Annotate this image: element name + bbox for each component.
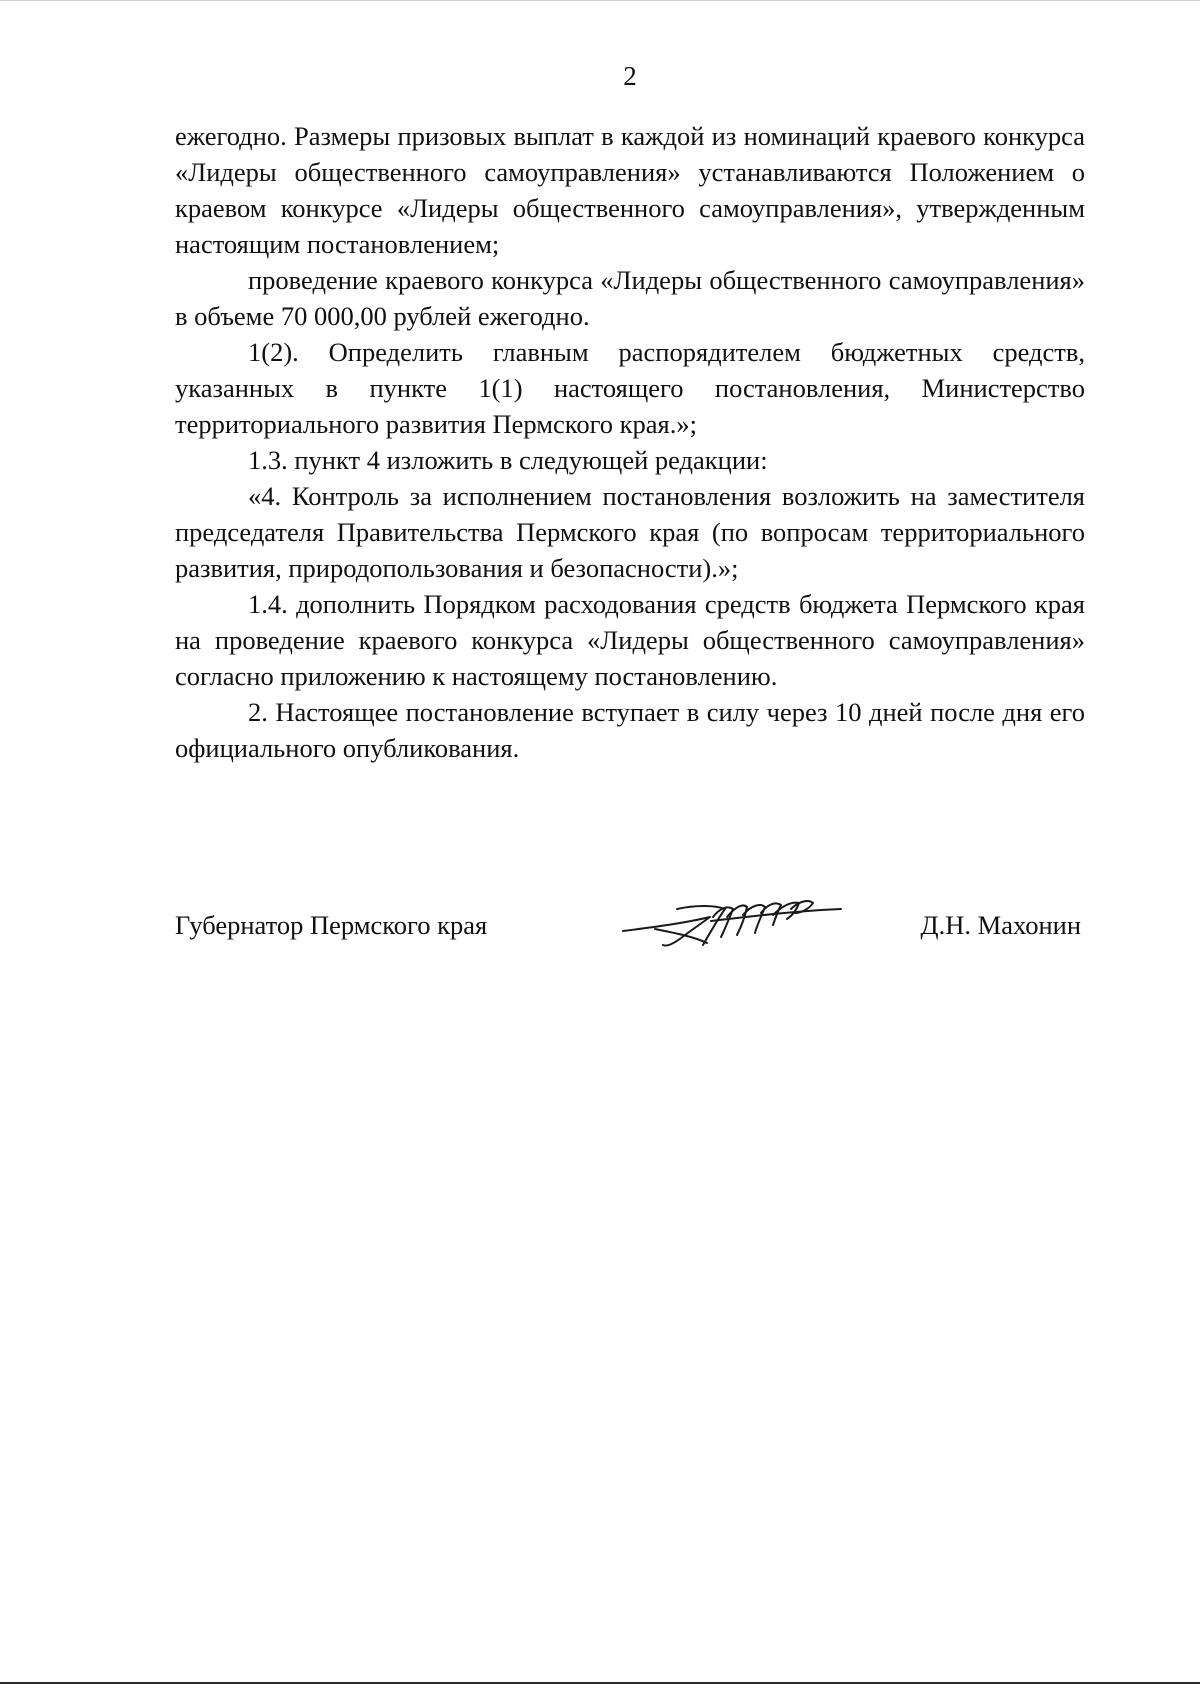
scan-bottom-edge (0, 1682, 1200, 1684)
scan-top-edge (0, 0, 1200, 1)
paragraph-continuation: ежегодно. Размеры призовых выплат в каждой из номинаций краевого конкурса «Лидеры общественного самоуправления» устанавливаются Положением о краевом конкурсе «Лидеры общественного самоуправления», утвержденным настоящим постановлением; (175, 121, 1085, 259)
paragraph-item-4-control: «4. Контроль за исполнением постановления возложить на заместителя председателя Правительства Пермского края (по вопросам территориального развития, природопользования и безопасности).»; (175, 481, 1085, 583)
document-body (175, 118, 1085, 766)
paragraph-item-1-3: 1.3. пункт 4 изложить в следующей редакции: (248, 445, 768, 475)
paragraph-budget-administrator: 1(2). Определить главным распорядителем бюджетных средств, указанных в пункте 1(1) настоящего постановления, Министерство территориального развития Пермского края.»; (175, 337, 1085, 439)
handwritten-signature (615, 887, 845, 957)
signatory-name: Д.Н. Махонин (920, 910, 1081, 940)
paragraph-item-2-effective: 2. Настоящее постановление вступает в силу через 10 дней после дня его официального опубликования. (175, 697, 1085, 763)
paragraph-item-1-4: 1.4. дополнить Порядком расходования средств бюджета Пермского края на проведение краевого конкурса «Лидеры общественного самоуправления» согласно приложению к настоящему постановлению. (175, 589, 1085, 691)
page-number: 2 (623, 61, 637, 91)
paragraph-contest-funding: проведение краевого конкурса «Лидеры общественного самоуправления» в объеме 70 000,00 рублей ежегодно. (175, 265, 1085, 331)
signatory-title: Губернатор Пермского края (175, 910, 488, 940)
signature-block (175, 895, 1085, 955)
